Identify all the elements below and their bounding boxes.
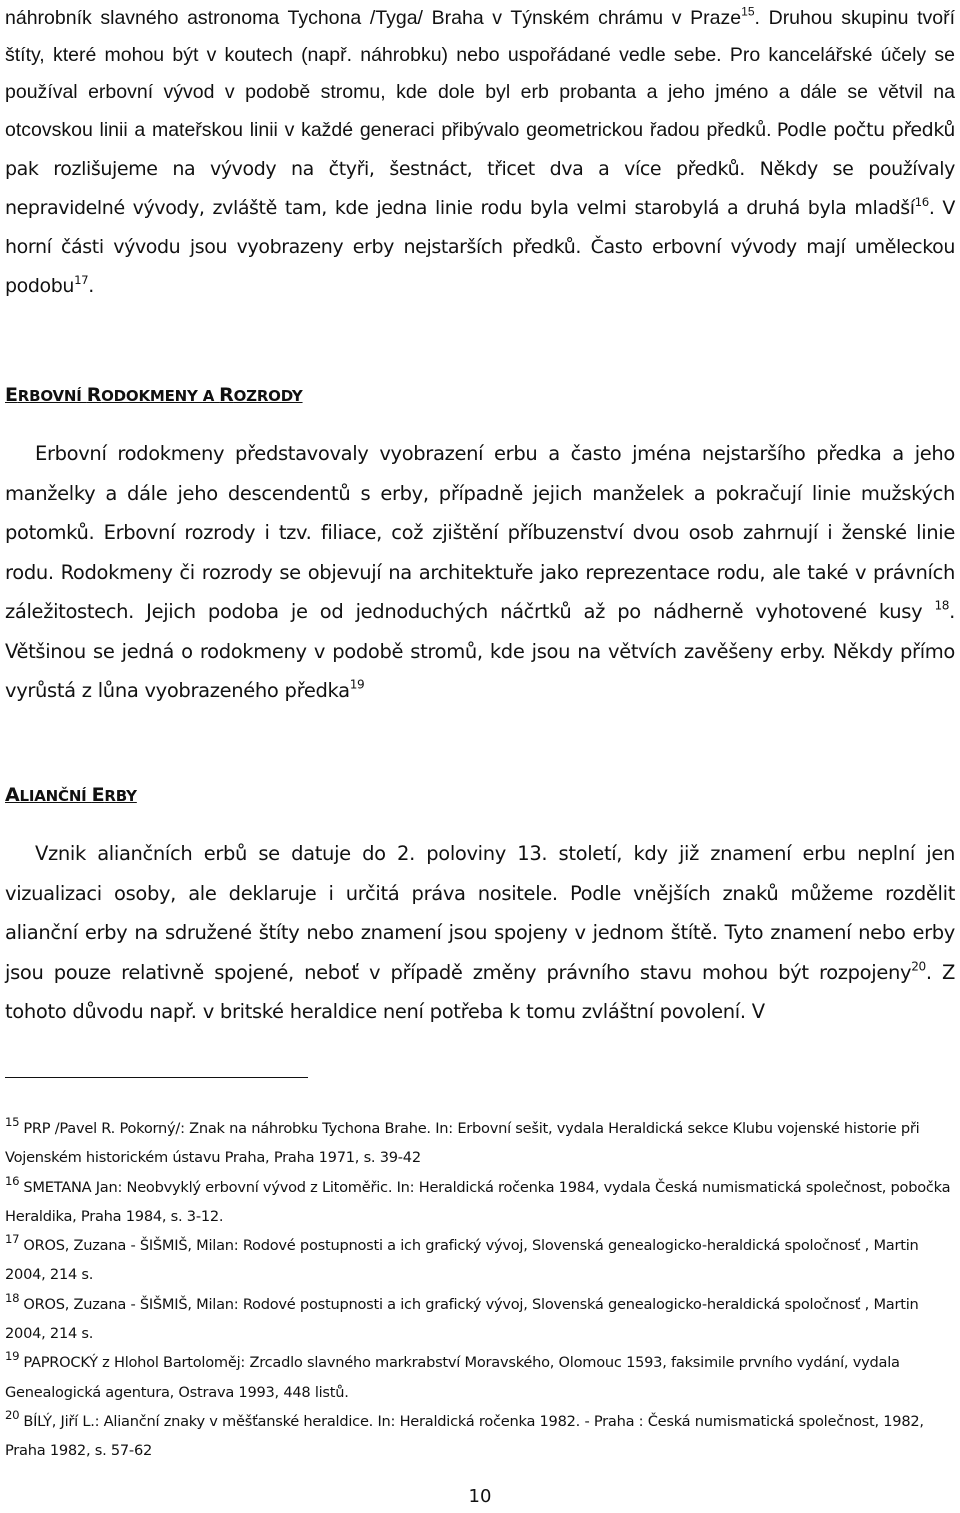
heading-smallcaps: RBY: [104, 787, 137, 805]
footnote-20: [5, 1407, 955, 1466]
section-heading-rodokmeny: [5, 384, 303, 407]
footnote-text: SMETANA Jan: Neobvyklý erbovní vývod z Litoměřic. In: Heraldická ročenka 1984, vydala Česká numismatická společnost, pobočka Heraldika, Praha 1984, s. 3-12.: [5, 1178, 951, 1225]
paragraph-pedigree-sans-text: [5, 119, 955, 297]
heading-initial: A: [5, 784, 20, 806]
footnote-16: [5, 1173, 955, 1232]
footnote-ref-16[interactable]: 16: [914, 194, 929, 209]
text-run: Podle počtu předků pak rozlišujeme na vývody na čtyři, šestnáct, třicet dva a více předků.: [5, 119, 955, 180]
footnote-15: [5, 1114, 955, 1173]
footnote-text: PRP /Pavel R. Pokorný/: Znak na náhrobku Tychona Brahe. In: Erbovní sešit, vydala Heraldická sekce Klubu vojenské historie při Vojenském historickém ústavu Praha, Praha 1971, s. 39-42: [5, 1120, 920, 1167]
footnote-number: 17: [5, 1232, 20, 1247]
footnote-number: 15: [5, 1115, 20, 1129]
footnote-number: 18: [5, 1290, 20, 1305]
footnote-19: [5, 1348, 955, 1407]
footnote-ref-15[interactable]: 15: [741, 4, 755, 19]
text-run: . V horní části vývodu jsou vyobrazeny erby nejstarších předků. Často erbovní vývody mají uměleckou podobu: [5, 197, 955, 297]
footnote-text: PAPROCKÝ z Hlohol Bartoloměj: Zrcadlo slavného markrabství Moravského, Olomouc 1593, faksimile prvního vydání, vydala Genealogická agentura, Ostrava 1993, 448 listů.: [5, 1354, 900, 1401]
text-run: . Z tohoto důvodu např. v britské heraldice není potřeba k tomu zvláštní povolení. V: [5, 960, 955, 1023]
heading-initial: E: [91, 784, 105, 806]
heading-smallcaps: ODOKMENY A: [101, 387, 220, 405]
footnote-ref-17[interactable]: 17: [74, 272, 89, 287]
footnotes: [5, 1114, 955, 1466]
text-run: . Většinou se jedná o rodokmeny v podobě stromů, kde jsou na větvích zavěšeny erby. Někdy přímo vyrůstá z lůna vyobrazeného předka: [5, 600, 955, 702]
footnote-ref-20[interactable]: 20: [911, 959, 926, 974]
section-heading-aliancni-erby: [5, 784, 137, 807]
footnote-number: 16: [5, 1173, 20, 1188]
footnote-separator: [5, 1077, 308, 1078]
text-run: Někdy se používaly nepravidelné vývody, zvláště tam, kde jedna linie rodu byla velmi starobylá a druhá byla mladší: [5, 158, 956, 219]
paragraph-rodokmeny: [5, 434, 955, 711]
text-run: náhrobník slavného astronoma Tychona /Tyga/ Braha v Týnském chrámu v Praze: [5, 7, 742, 29]
heading-initial: E: [5, 384, 18, 406]
paragraph-pedigree: [5, 0, 955, 306]
paragraph-aliancni-erby: [5, 834, 955, 1032]
footnote-text: OROS, Zuzana - ŠIŠMIŠ, Milan: Rodové postupnosti a ich grafický vývoj, Slovenská genealogicko-heraldická spoločnosť , Martin 2004, 214 s.: [5, 1295, 919, 1343]
footnote-number: 20: [5, 1407, 20, 1422]
text-run: Vznik aliančních erbů se datuje do 2. poloviny 13. století, kdy již znamení erbu neplní jen vizualizaci osoby, ale deklaruje i určitá práva nositele. Podle vnějších znaků můžeme rozdělit alianční erby na sdružené štíty nebo znamení jsou spojeny v jednom štítě. Tyto znamení nebo erby jsou pouze relativně spojené, neboť v případě změny právního stavu mohou být rozpojeny: [5, 842, 955, 984]
footnote-text: BÍLÝ, Jiří L.: Alianční znaky v měšťanské heraldice. In: Heraldická ročenka 1982. - Praha : Česká numismatická společnost, 1982, Praha 1982, s. 57-62: [5, 1412, 924, 1460]
footnote-18: [5, 1290, 955, 1349]
heading-smallcaps: RBOVNÍ: [17, 387, 87, 405]
footnote-17: [5, 1231, 955, 1290]
footnote-number: 19: [5, 1349, 20, 1364]
page-number: 10: [468, 1486, 492, 1507]
text-run: . Druhou skupinu tvoří štíty, které mohou být v koutech (např. náhrobku) nebo uspořádané vedle sebe. Pro kancelářské účely se používal erbovní vývod v podobě stromu, kde dole byl erb probanta a jeho jméno a dále se větvil na otcovskou linii a mateřskou linii v každé generaci přibývalo geometrickou řadou předků.: [5, 7, 955, 141]
footnote-text: OROS, Zuzana - ŠIŠMIŠ, Milan: Rodové postupnosti a ich grafický vývoj, Slovenská genealogicko-heraldická spoločnosť , Martin 2004, 214 s.: [5, 1237, 919, 1284]
text-run: Erbovní rodokmeny představovaly vyobrazení erbu a často jména nejstaršího předka a jeho manželky a dále jeho descendentů s erby, případně jejich manželek a pokračují linie mužských potomků. Erbovní rozrody i tzv. filiace, což zjištění příbuzenství dvou osob zahrnují i ženské linie rodu. Rodokmeny či rozrody se objevují na architektuře jako reprezentace rodu, ale také v právních záležitostech. Jejich podoba je od jednoduchých náčrtků až po nádherně vyhotovené kusy: [5, 442, 955, 623]
heading-initial: R: [86, 384, 102, 406]
heading-smallcaps: LIANČNÍ: [19, 787, 92, 805]
footnote-ref-18[interactable]: 18: [934, 598, 950, 613]
footnote-ref-19[interactable]: 19: [349, 677, 365, 692]
heading-smallcaps: OZRODY: [233, 387, 303, 405]
heading-initial: R: [219, 384, 234, 406]
text-run: .: [88, 275, 94, 297]
